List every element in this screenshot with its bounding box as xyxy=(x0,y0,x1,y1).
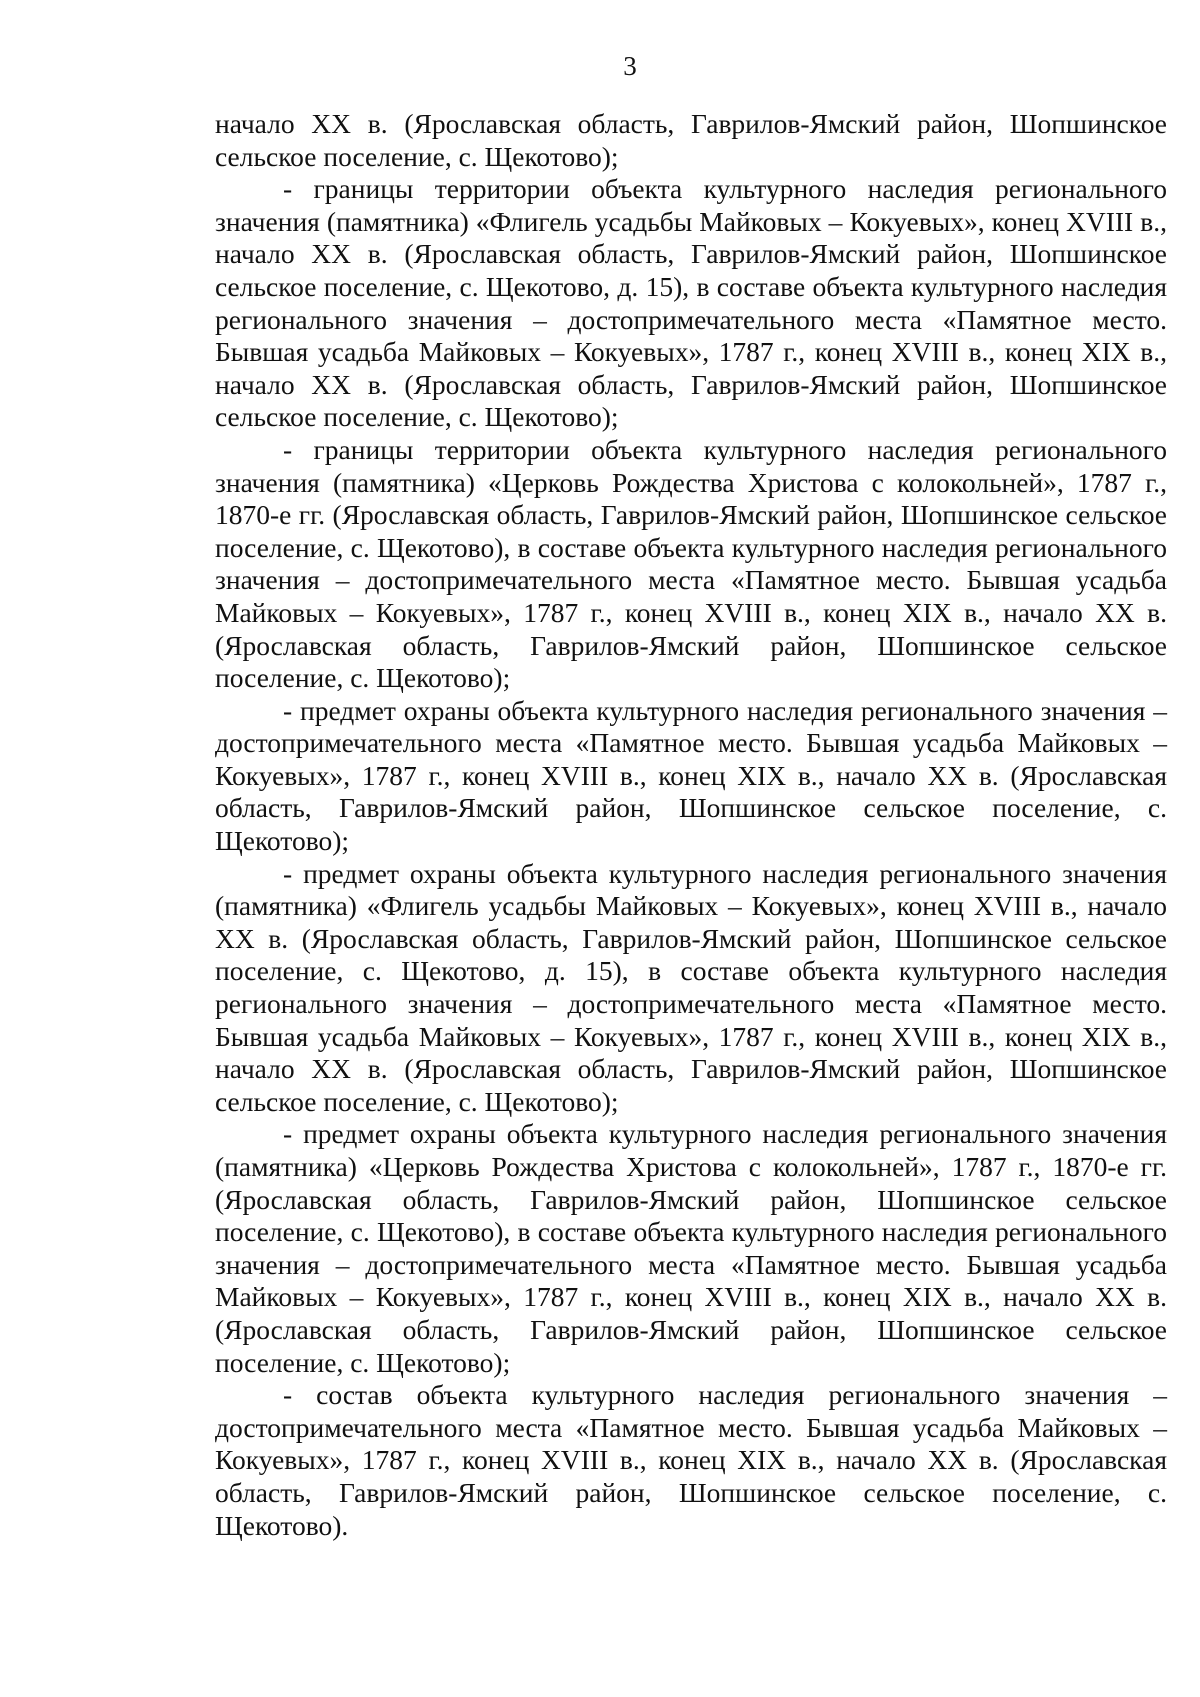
paragraph-composition: - состав объекта культурного наследия регионального значения – достопримечательного места «Памятное место. Бывшая усадьба Майковых – Кокуевых», 1787 г., конец XVIII в., конец XIX в., начало XX в. (Ярославская область, Гаврилов-Ямский район, Шопшинское сельское поселение, с. Щекотово). xyxy=(215,1379,1167,1541)
paragraph-protection-memorial-place: - предмет охраны объекта культурного наследия регионального значения – достопримечательного места «Памятное место. Бывшая усадьба Майковых – Кокуевых», 1787 г., конец XVIII в., конец XIX в., начало XX в. (Ярославская область, Гаврилов-Ямский район, Шопшинское сельское поселение, с. Щекотово); xyxy=(215,694,1167,857)
paragraph-continuation: начало XX в. (Ярославская область, Гаврилов-Ямский район, Шопшинское сельское поселение, с. Щекотово); xyxy=(215,108,1167,172)
paragraph-protection-fligel: - предмет охраны объекта культурного наследия регионального значения (памятника) «Флигель усадьбы Майковых – Кокуевых», конец XVIII в., начало XX в. (Ярославская область, Гаврилов-Ямский район, Шопшинское сельское поселение, с. Щекотово, д. 15), в составе объекта культурного наследия регионального значения – достопримечательного места «Памятное место. Бывшая усадьба Майковых – Кокуевых», 1787 г., конец XVIII в., конец XIX в., начало XX в. (Ярославская область, Гаврилов-Ямский район, Шопшинское сельское поселение, с. Щекотово); xyxy=(215,857,1167,1117)
paragraph-territory-fligel: - границы территории объекта культурного наследия регионального значения (памятника) «Флигель усадьбы Майковых – Кокуевых», конец XVIII в., начало XX в. (Ярославская область, Гаврилов-Ямский район, Шопшинское сельское поселение, с. Щекотово, д. 15), в составе объекта культурного наследия регионального значения – достопримечательного места «Памятное место. Бывшая усадьба Майковых – Кокуевых», 1787 г., конец XVIII в., конец XIX в., начало XX в. (Ярославская область, Гаврилов-Ямский район, Шопшинское сельское поселение, с. Щекотово); xyxy=(215,173,1167,433)
document-body xyxy=(215,108,1167,1542)
page-number: 3 xyxy=(623,51,637,81)
paragraph-territory-church: - границы территории объекта культурного наследия регионального значения (памятника) «Церковь Рождества Христова с колокольней», 1787 г., 1870-е гг. (Ярославская область, Гаврилов-Ямский район, Шопшинское сельское поселение, с. Щекотово), в составе объекта культурного наследия регионального значения – достопримечательного места «Памятное место. Бывшая усадьба Майковых – Кокуевых», 1787 г., конец XVIII в., конец XIX в., начало XX в. (Ярославская область, Гаврилов-Ямский район, Шопшинское сельское поселение, с. Щекотово); xyxy=(215,433,1167,694)
paragraph-protection-church: - предмет охраны объекта культурного наследия регионального значения (памятника) «Церковь Рождества Христова с колокольней», 1787 г., 1870-е гг. (Ярославская область, Гаврилов-Ямский район, Шопшинское сельское поселение, с. Щекотово), в составе объекта культурного наследия регионального значения – достопримечательного места «Памятное место. Бывшая усадьба Майковых – Кокуевых», 1787 г., конец XVIII в., конец XIX в., начало XX в. (Ярославская область, Гаврилов-Ямский район, Шопшинское сельское поселение, с. Щекотово); xyxy=(215,1118,1167,1378)
